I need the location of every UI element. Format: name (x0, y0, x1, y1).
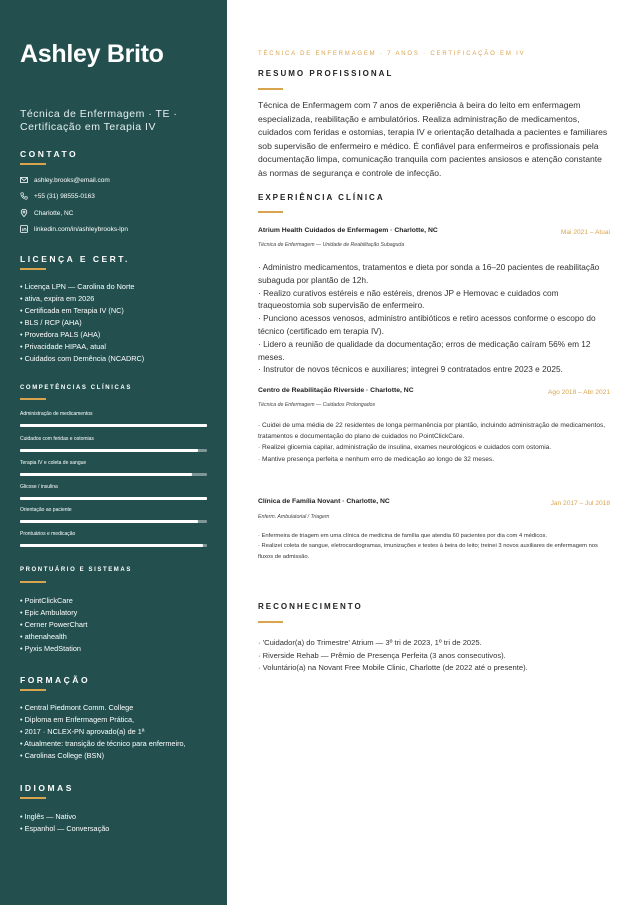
candidate-name: Ashley Brito (20, 40, 164, 68)
summary-heading: RESUMO PROFISSIONAL (258, 69, 394, 78)
job-title: Centro de Reabilitação Riverside · Charlotte, NC (258, 387, 414, 394)
list-item: · Mantive presença perfeita e nenhum erro de medicação ao longo de 32 meses. (258, 455, 495, 463)
job-subtitle: Técnica de Enfermagem — Unidade de Reabilitação Subaguda (258, 242, 405, 248)
list-item: • Certificada em Terapia IV (NC) (20, 306, 124, 315)
list-item: • athenahealth (20, 632, 67, 641)
license-list (20, 281, 215, 365)
list-item: • ativa, expira em 2026 (20, 294, 95, 303)
skill-bar-fill (20, 473, 192, 476)
list-item: • Inglês — Nativo (20, 812, 77, 821)
contact-email-text: ashley.brooks@email.com (34, 176, 110, 184)
skills-heading: COMPETÊNCIAS CLÍNICAS (20, 385, 132, 391)
job-title: Atrium Health Cuidados de Enfermagem · Charlotte, NC (258, 227, 438, 234)
list-item: · Realizo curativos estéreis e não estéreis, drenos JP e Hemovac e cuidados com traqueostomia sob supervisão de enfermeiro. (258, 287, 559, 311)
list-item: • Privacidade HIPAA, atual (20, 342, 106, 351)
summary-rule (258, 88, 283, 90)
list-item: · Administro medicamentos, tratamentos e dieta por sonda a 16–20 pacientes de reabilitação subaguda por plantão de 12h. (258, 262, 600, 285)
contact-phone-text: +55 (31) 98555-0163 (34, 192, 95, 200)
list-item: • Atualmente: transição de técnico para enfermeiro, (20, 739, 186, 748)
sidebar (0, 0, 227, 905)
license-heading: LICENÇA E CERT. (20, 254, 130, 264)
contact-phone[interactable] (20, 190, 95, 202)
languages-heading: IDIOMAS (20, 783, 74, 793)
summary-text: Técnica de Enfermagem com 7 anos de experiência à beira do leito em enfermagem especializada, reabilitação e ambulatórios. Realiza administração de medicamentos, cuidados com feridas e ostomias, terapia IV e orientação detalhada a pacientes e familiares sob supervisão de enfermeiro e médico. É confiável para enfermeiros e profissionais pela documentação limpa, comunicação tranquila com pacientes ansiosos e atenção constante às normas de segurança e controle de infecção. (258, 100, 608, 178)
license-rule (20, 268, 46, 270)
skill-bar-fill (20, 424, 207, 427)
skill-row (20, 484, 207, 490)
contact-email[interactable] (20, 174, 110, 186)
skill-track (20, 473, 207, 476)
location-pin-icon (20, 209, 28, 217)
list-item: · Instrutor de novos técnicos e auxiliares; integrei 9 contratados entre 2023 e 2025. (258, 364, 563, 375)
job-bullets (258, 420, 610, 465)
systems-rule (20, 581, 46, 583)
skill-track (20, 520, 207, 523)
skills-rule (20, 398, 46, 400)
education-list (20, 702, 215, 762)
skill-track (20, 449, 207, 452)
languages-rule (20, 797, 46, 799)
job-subtitle: Enferm. Ambulatorial / Triagem (258, 514, 330, 520)
contact-linkedin[interactable] (20, 223, 128, 235)
skill-row (20, 531, 207, 537)
phone-icon (20, 192, 28, 200)
main-content (227, 0, 640, 905)
list-item: • BLS / RCP (AHA) (20, 318, 82, 327)
list-item: · Cuidei de uma média de 22 residentes de longa permanência por plantão, incluindo administração de medicamentos, tratamentos e documentação do plano de cuidados no PointClickCare. (258, 422, 606, 441)
list-item: • Cerner PowerChart (20, 620, 88, 629)
experience-heading: EXPERIÊNCIA CLÍNICA (258, 193, 385, 202)
list-item: · 'Cuidador(a) do Trimestre' Atrium — 3º tri de 2023, 1º tri de 2025. (258, 638, 482, 647)
education-rule (20, 689, 46, 691)
skill-track (20, 497, 207, 500)
skill-label: Terapia IV e coleta de sangue (20, 460, 87, 466)
tagline: TÉCNICA DE ENFERMAGEM · 7 ANOS · CERTIFICAÇÃO EM IV (258, 51, 526, 57)
experience-rule (258, 211, 283, 213)
list-item: • Epic Ambulatory (20, 608, 78, 617)
list-item: • PointClickCare (20, 596, 73, 605)
list-item: · Enfermeira de triagem em uma clínica de medicina de família que atendia 60 pacientes por dia com 4 médicos. (258, 533, 548, 539)
skill-row (20, 507, 207, 513)
contact-location-text: Charlotte, NC (34, 209, 74, 217)
job-dates: Ago 2018 – Abr 2021 (548, 389, 610, 396)
contact-heading: CONTATO (20, 149, 79, 159)
list-item: • Pyxis MedStation (20, 644, 81, 653)
list-item: • Provedora PALS (AHA) (20, 330, 101, 339)
job-bullets (258, 261, 610, 376)
mail-icon (20, 176, 28, 184)
skill-label: Cuidados com feridas e ostomias (20, 436, 94, 442)
contact-linkedin-text: linkedin.com/in/ashleybrooks-lpn (34, 225, 128, 233)
job-subtitle: Técnica de Enfermagem — Cuidados Prolongados (258, 402, 376, 408)
candidate-subtitle: Técnica de Enfermagem · TE · Certificação em Terapia IV (20, 108, 178, 133)
recognition-rule (258, 621, 283, 623)
list-item: • Espanhol — Conversação (20, 824, 110, 833)
skill-label: Administração de medicamentos (20, 411, 93, 417)
list-item: · Realizei glicemia capilar, administração de insulina, exames neurológicos e cuidados com ostomia. (258, 444, 552, 452)
skill-bar-fill (20, 497, 207, 500)
recognition-list (258, 637, 610, 675)
languages-list (20, 811, 215, 835)
skill-label: Glicose / insulina (20, 484, 58, 490)
education-heading: FORMAÇÃO (20, 675, 91, 685)
list-item: · Riverside Rehab — Prêmio de Presença Perfeita (3 anos consecutivos). (258, 650, 506, 660)
list-item: • 2017 · NCLEX-PN aprovado(a) de 1ª (20, 727, 145, 736)
list-item: · Lidero a reunião de qualidade da documentação; erros de medicação caíram 56% em 12 meses. (258, 338, 591, 362)
list-item: • Licença LPN — Carolina do Norte (20, 282, 135, 291)
skill-track (20, 424, 207, 427)
job-bullets (258, 531, 610, 562)
list-item: • Diploma em Enfermagem Prática, (20, 715, 135, 724)
job-dates: Jan 2017 – Jul 2018 (550, 500, 610, 507)
list-item: • Carolinas College (BSN) (20, 751, 105, 760)
list-item: • Cuidados com Demência (NCADRC) (20, 354, 145, 363)
skill-label: Prontuários e medicação (20, 531, 76, 537)
linkedin-icon (20, 225, 28, 233)
job-dates: Mai 2021 – Atual (560, 229, 610, 236)
list-item: · Punciono acessos venosos, administro antibióticos e retiro acessos conforme o escopo do técnico (certificado em terapia IV). (258, 313, 596, 336)
skill-row (20, 436, 207, 442)
skill-row (20, 411, 207, 417)
contact-rule (20, 163, 46, 165)
list-item: • Central Piedmont Comm. College (20, 703, 134, 712)
list-item: · Voluntário(a) na Novant Free Mobile Clinic, Charlotte (de 2022 até o presente). (258, 663, 528, 672)
job-title: Clínica de Família Novant · Charlotte, NC (258, 498, 390, 505)
skill-bar-fill (20, 520, 198, 523)
systems-list (20, 595, 215, 655)
skill-bar-fill (20, 544, 203, 547)
systems-heading: PRONTUÁRIO E SISTEMAS (20, 567, 132, 573)
contact-location (20, 207, 73, 219)
recognition-heading: RECONHECIMENTO (258, 602, 363, 611)
skill-row (20, 460, 207, 466)
skill-label: Orientação ao paciente (20, 507, 72, 513)
skill-track (20, 544, 207, 547)
list-item: · Realizei coleta de sangue, eletrocardiogramas, imunizações e testes à beira do leito; treinei 3 novos auxiliares de enfermagem nos fluxos de admissão. (258, 543, 598, 560)
skill-bar-fill (20, 449, 198, 452)
